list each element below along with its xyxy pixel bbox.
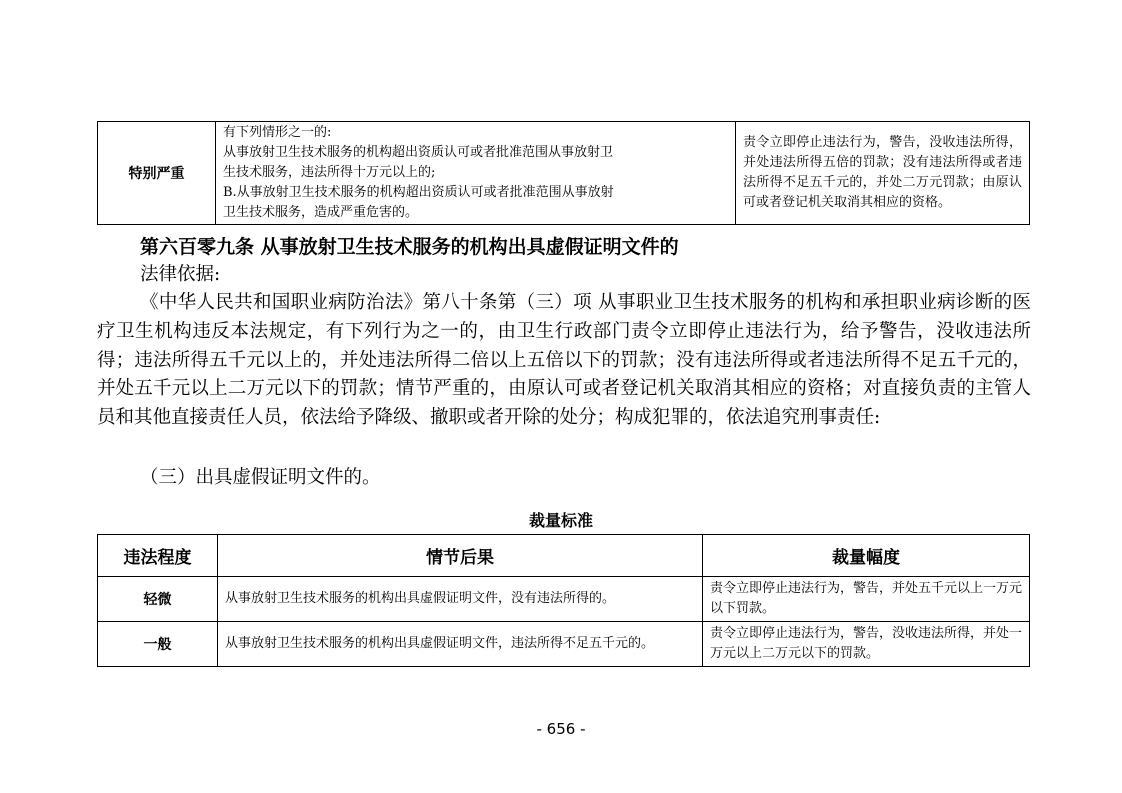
column-header-level: 违法程度 — [98, 535, 218, 577]
circumstance-cell — [216, 122, 736, 225]
penalty-cell: 责令立即停止违法行为，警告，没收违法所得，并处一万元以上二万元以下的罚款。 — [703, 622, 1030, 667]
legal-basis-item: （三）出具虚假证明文件的。 — [140, 467, 381, 488]
legal-basis-text: 《中华人民共和国职业病防治法》第八十条第（三）项 从事职业卫生技术服务的机构和承担职业病诊断的医疗卫生机构违反本法规定，有下列行为之一的，由卫生行政部门责令立即停止违法行为，给予警告，没收违法所得；违法所得五千元以上的，并处违法所得二倍以上五倍以下的罚款；没有违法所得或者违法所得不足五千元的，并处五千元以上二万元以下的罚款；情节严重的，由原认可或者登记机关取消其相应的资格；对直接负责的主管人员和其他直接责任人员，依法给予降级、撤职或者开除的处分；构成犯罪的，依法追究刑事责任: — [97, 292, 1031, 429]
article-title: 第六百零九条 从事放射卫生技术服务的机构出具虚假证明文件的 — [140, 236, 679, 258]
circumstance-line: 从事放射卫生技术服务的机构超出资质认可或者批准范围从事放射卫 — [223, 145, 614, 160]
penalty-cell: 责令立即停止违法行为，警告，没收违法所得，并处违法所得五倍的罚款；没有违法所得或者违法所得不足五千元的，并处二万元罚款；由原认可或者登记机关取消其相应的资格。 — [736, 122, 1030, 225]
continued-standard-table — [97, 121, 1030, 225]
table-row — [98, 577, 1030, 622]
violation-level-cell: 一般 — [98, 622, 218, 667]
table-row — [98, 622, 1030, 667]
column-header-circumstance: 情节后果 — [218, 535, 703, 577]
circumstance-line: 生技术服务，违法所得十万元以上的; — [223, 165, 436, 180]
penalty-cell: 责令立即停止违法行为，警告，并处五千元以上一万元以下罚款。 — [703, 577, 1030, 622]
circumstance-line: B.从事放射卫生技术服务的机构超出资质认可或者批准范围从事放射 — [223, 185, 614, 200]
column-header-penalty: 裁量幅度 — [703, 535, 1030, 577]
discretion-standard-table — [97, 534, 1030, 667]
circumstance-line: 卫生技术服务，造成严重危害的。 — [223, 205, 419, 220]
table-row — [98, 122, 1030, 225]
violation-level-cell: 特别严重 — [98, 122, 216, 225]
violation-level-cell: 轻微 — [98, 577, 218, 622]
circumstance-line: 有下列情形之一的: — [223, 125, 332, 140]
circumstance-cell: 从事放射卫生技术服务的机构出具虚假证明文件，违法所得不足五千元的。 — [218, 622, 703, 667]
legal-basis-label: 法律依据: — [140, 264, 221, 285]
circumstance-cell: 从事放射卫生技术服务的机构出具虚假证明文件，没有违法所得的。 — [218, 577, 703, 622]
page-number: - 656 - — [536, 720, 586, 738]
table-header-row — [98, 535, 1030, 577]
table-caption: 裁量标准 — [528, 511, 593, 530]
